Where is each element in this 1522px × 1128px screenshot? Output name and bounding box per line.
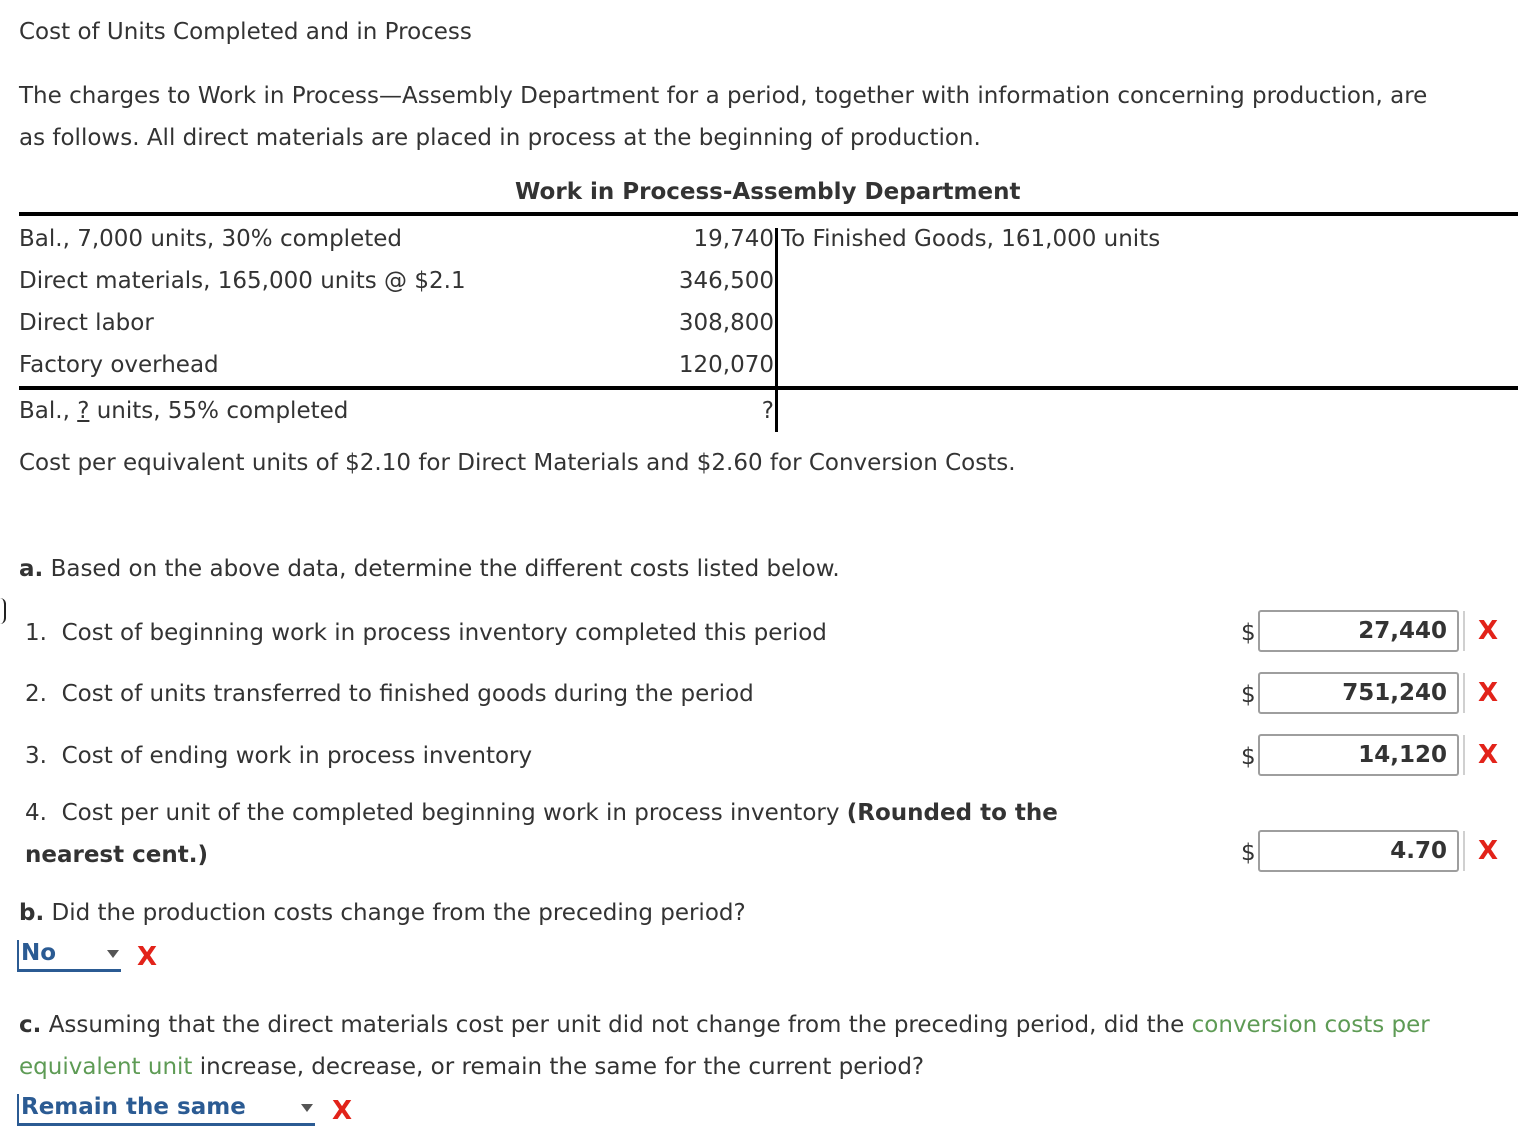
answer-input-2[interactable]: 751,240 xyxy=(1258,672,1459,714)
divider-1 xyxy=(1463,611,1465,651)
currency-1: $ xyxy=(1241,620,1256,646)
part-a-prompt: a. Based on the above data, determine the different costs listed below. xyxy=(19,556,840,582)
divider-4 xyxy=(1463,831,1465,871)
incorrect-icon-1: X xyxy=(1478,616,1499,646)
answer-input-1[interactable]: 27,440 xyxy=(1258,610,1459,652)
currency-2: $ xyxy=(1241,682,1256,708)
answer-input-4[interactable]: 4.70 xyxy=(1258,830,1459,872)
question-4-line-1: 4. Cost per unit of the completed beginning work in process inventory (Rounded to the xyxy=(25,800,1058,826)
debit-amount-3: 308,800 xyxy=(678,310,774,336)
equivalent-unit-link[interactable]: equivalent unit xyxy=(19,1054,193,1080)
question-4-line-2: nearest cent.) xyxy=(25,842,208,868)
part-c-dropdown[interactable]: Remain the same xyxy=(17,1094,315,1126)
ending-balance-label: Bal., ? units, 55% completed xyxy=(19,398,349,424)
chevron-down-icon xyxy=(107,950,119,958)
cost-note: Cost per equivalent units of $2.10 for Direct Materials and $2.60 for Conversion Costs. xyxy=(19,450,1016,476)
divider-2 xyxy=(1463,673,1465,713)
incorrect-icon-b: X xyxy=(137,942,158,972)
ending-amount: ? xyxy=(761,398,774,424)
incorrect-icon-4: X xyxy=(1478,836,1499,866)
account-bottom-rule xyxy=(19,386,1518,390)
question-3: 3. Cost of ending work in process inventory xyxy=(25,743,533,769)
ending-units: ? xyxy=(77,398,90,424)
currency-4: $ xyxy=(1241,840,1256,866)
answer-input-3[interactable]: 14,120 xyxy=(1258,734,1459,776)
chevron-down-icon xyxy=(301,1104,313,1112)
debit-label-1: Bal., 7,000 units, 30% completed xyxy=(19,226,402,252)
part-c-prompt-line-2: equivalent unit increase, decrease, or remain the same for the current period? xyxy=(19,1054,925,1080)
debit-label-4: Factory overhead xyxy=(19,352,219,378)
conversion-costs-link[interactable]: conversion costs per xyxy=(1191,1012,1430,1038)
left-edge-marker xyxy=(0,598,6,624)
part-c-prompt-line-1: c. Assuming that the direct materials cost per unit did not change from the preceding period, did the conversion costs per xyxy=(19,1012,1430,1038)
question-2: 2. Cost of units transferred to finished goods during the period xyxy=(25,681,754,707)
credit-label: To Finished Goods, 161,000 units xyxy=(781,226,1161,252)
question-1: 1. Cost of beginning work in process inventory completed this period xyxy=(25,620,827,646)
incorrect-icon-c: X xyxy=(332,1096,353,1126)
intro-line-2: as follows. All direct materials are placed in process at the beginning of production. xyxy=(19,125,981,151)
account-top-rule xyxy=(19,212,1518,216)
divider-3 xyxy=(1463,735,1465,775)
debit-amount-4: 120,070 xyxy=(678,352,774,378)
debit-amount-2: 346,500 xyxy=(678,268,774,294)
part-b-prompt: b. Did the production costs change from the preceding period? xyxy=(19,900,746,926)
currency-3: $ xyxy=(1241,744,1256,770)
page-title: Cost of Units Completed and in Process xyxy=(19,19,472,45)
incorrect-icon-3: X xyxy=(1478,740,1499,770)
debit-amount-1: 19,740 xyxy=(693,226,774,252)
account-title: Work in Process-Assembly Department xyxy=(515,179,1021,205)
part-b-dropdown[interactable]: No xyxy=(17,940,121,972)
debit-label-2: Direct materials, 165,000 units @ $2.1 xyxy=(19,268,466,294)
account-center-rule xyxy=(775,228,778,432)
incorrect-icon-2: X xyxy=(1478,678,1499,708)
debit-label-3: Direct labor xyxy=(19,310,154,336)
intro-line-1: The charges to Work in Process—Assembly Department for a period, together with information concerning production, are xyxy=(19,83,1428,109)
